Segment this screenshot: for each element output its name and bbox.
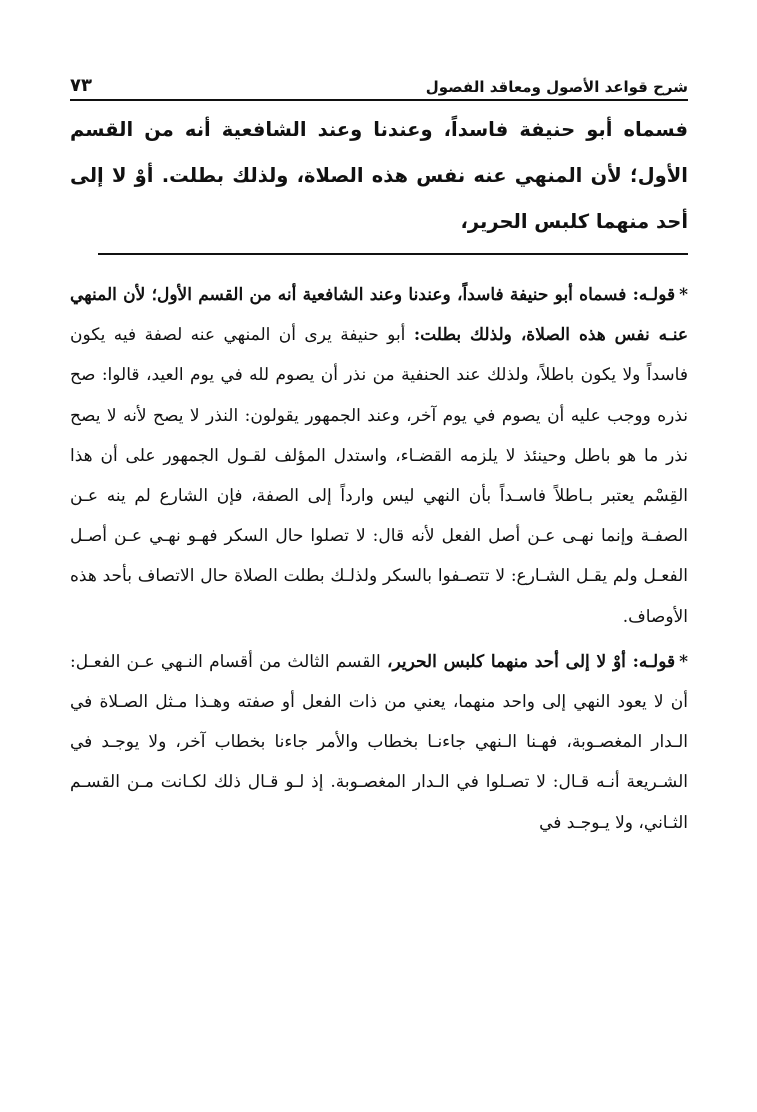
- matn-text: فسماه أبو حنيفة فاسداً، وعندنا وعند الشافعية أنه من القسم الأول؛ لأن المنهي عنه نفس هذه الصلاة، ولذلك بطلت. أوْ لا إلى أحد منهما كلبس الحرير،: [70, 118, 688, 233]
- quoted-lead-1: قولـه: فسماه أبو حنيفة فاسداً، وعندنا وعند الشافعية أنه من القسم الأول؛ لأن المنهي عنـه نفس هذه الصلاة، ولذلك بطلت:: [70, 285, 688, 346]
- asterisk-marker: *: [679, 651, 689, 672]
- matn-separator: [98, 253, 688, 255]
- commentary-body-2: القسم الثالث من أقسام النـهي عـن الفعـل: أن لا يعود النهي إلى واحد منهما، يعني من ذات الفعل أو صفته وهـذا مـثل الصـلاة في الـدار المغصـوبة، فهـنا الـنهي جاءنـا بخطاب والأمر جاءنا بخطاب آخر، ولا يوجـد في الشـريعة أنـه قـال: لا تصـلوا في الـدار المغصـوبة. إذ لـو قـال ذلك لكـانت مـن القسـم الثـاني، ولا يـوجـد في: [70, 651, 688, 833]
- page-number: ٧٣: [70, 75, 92, 96]
- quoted-lead-2: قولـه: أوْ لا إلى أحد منهما كلبس الحرير،: [386, 651, 676, 672]
- page-header: [70, 62, 688, 96]
- asterisk-marker: *: [679, 285, 689, 305]
- book-page: [70, 62, 688, 843]
- header-rule-thick: [70, 99, 688, 101]
- matn-section: [70, 107, 688, 245]
- commentary-body-1: أبو حنيفة يرى أن المنهي عنه لصفة فيه يكون فاسداً ولا يكون باطلاً، ولذلك عند الحنفية من نذر أن يصوم لله في يوم العيد، قالوا: صح نذره ووجب عليه أن يصوم في يوم آخر، وعند الجمهور يقولون: النذر لا يصح لأنه لا يصح نذر ما هو باطل وحينئذ لا يلزمه القضـاء، واستدل المؤلف لقـول الجمهور على أن هذا القِسْم يعتبر بـاطلاً فاسـداً بأن النهي ليس وارداً إلى الصفة، فإن الشارع لم ينه عـن الصفـة وإنما نهـى عـن أصل الفعل لأنه قال: لا تصلوا حال السكر فهـو نهـي عـن أصـل الفعـل ولم يقـل الشـارع: لا تتصـفوا بالسكر ولذلـك بطلت الصلاة حال الاتصاف بأحد هذه الأوصاف.: [70, 325, 688, 627]
- commentary-paragraph-1: [70, 275, 688, 637]
- running-title: شرح قواعد الأصول ومعاقد الفصول: [425, 78, 688, 96]
- commentary-paragraph-2: [70, 642, 688, 843]
- commentary-section: [70, 275, 688, 843]
